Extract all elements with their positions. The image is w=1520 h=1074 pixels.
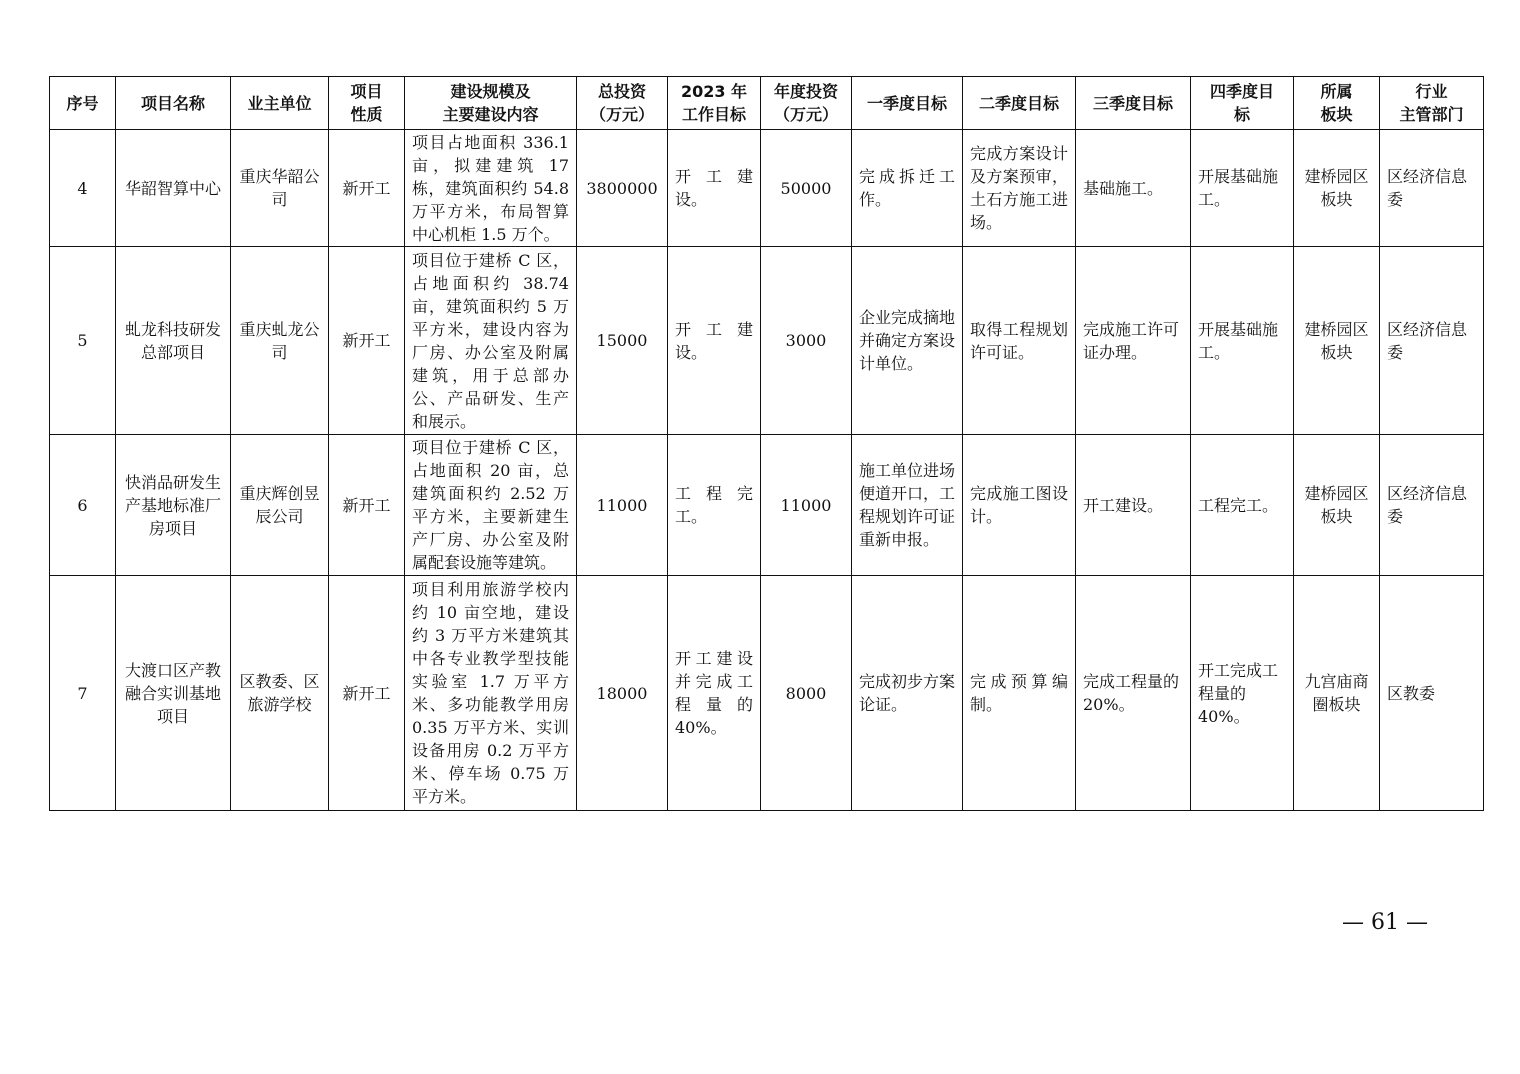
cell-goal2023: 开 工 建 设。 bbox=[668, 247, 761, 435]
cell-annual: 8000 bbox=[761, 576, 852, 811]
table-row bbox=[50, 247, 1484, 435]
header-line: 2023 年 bbox=[680, 82, 748, 101]
cell-total: 15000 bbox=[577, 247, 668, 435]
column-header-q4 bbox=[1191, 77, 1294, 130]
cell-annual: 3000 bbox=[761, 247, 852, 435]
column-header-seq bbox=[50, 77, 116, 130]
cell-nature: 新开工 bbox=[329, 247, 405, 435]
cell-dept: 区经济信息委 bbox=[1380, 435, 1484, 576]
cell-annual: 11000 bbox=[761, 435, 852, 576]
column-header-scale bbox=[405, 77, 577, 130]
column-header-annual bbox=[761, 77, 852, 130]
cell-nature: 新开工 bbox=[329, 130, 405, 247]
cell-seq: 4 bbox=[50, 130, 116, 247]
cell-owner: 重庆华韶公司 bbox=[231, 130, 329, 247]
cell-scale: 项目位于建桥 C 区，占地面积约 38.74 亩，建筑面积约 5 万平方米，建设内容为厂房、办公室及附属建筑，用于总部办公、产品研发、生产和展示。 bbox=[405, 247, 577, 435]
column-header-name bbox=[116, 77, 231, 130]
column-header-nature bbox=[329, 77, 405, 130]
cell-name: 华韶智算中心 bbox=[116, 130, 231, 247]
cell-q2: 完成预算编制。 bbox=[963, 576, 1076, 811]
cell-owner: 区教委、区旅游学校 bbox=[231, 576, 329, 811]
cell-annual: 50000 bbox=[761, 130, 852, 247]
cell-nature: 新开工 bbox=[329, 435, 405, 576]
page-number: — 61 — bbox=[1342, 910, 1428, 935]
cell-total: 18000 bbox=[577, 576, 668, 811]
column-header-goal2023 bbox=[668, 77, 761, 130]
cell-q1: 完成初步方案论证。 bbox=[852, 576, 963, 811]
cell-q2: 完成施工图设计。 bbox=[963, 435, 1076, 576]
project-table bbox=[49, 76, 1484, 811]
cell-sector: 建桥园区板块 bbox=[1294, 435, 1380, 576]
cell-owner: 重庆辉创昱辰公司 bbox=[231, 435, 329, 576]
header-line: 建设规模及 bbox=[450, 82, 531, 101]
header-line: 工作目标 bbox=[681, 105, 746, 124]
cell-sector: 建桥园区板块 bbox=[1294, 130, 1380, 247]
header-line: 主管部门 bbox=[1399, 105, 1464, 124]
cell-seq: 6 bbox=[50, 435, 116, 576]
column-header-dept bbox=[1380, 77, 1484, 130]
cell-sector: 九宫庙商圈板块 bbox=[1294, 576, 1380, 811]
cell-q3: 基础施工。 bbox=[1076, 130, 1191, 247]
cell-q4: 开工完成工程量的40%。 bbox=[1191, 576, 1294, 811]
cell-dept: 区经济信息委 bbox=[1380, 130, 1484, 247]
table-row bbox=[50, 130, 1484, 247]
cell-q1: 企业完成摘地并确定方案设计单位。 bbox=[852, 247, 963, 435]
header-row bbox=[50, 77, 1484, 130]
cell-scale: 项目占地面积 336.1 亩，拟建建筑 17 栋，建筑面积约 54.8 万平方米，布局智算中心机柜 1.5 万个。 bbox=[405, 130, 577, 247]
header-line: 所属 bbox=[1320, 82, 1353, 101]
header-line: 年度投资 bbox=[773, 82, 838, 101]
cell-name: 大渡口区产教融合实训基地项目 bbox=[116, 576, 231, 811]
column-header-q3 bbox=[1076, 77, 1191, 130]
cell-q3: 完成工程量的 20%。 bbox=[1076, 576, 1191, 811]
column-header-total bbox=[577, 77, 668, 130]
cell-name: 快消品研发生产基地标准厂房项目 bbox=[116, 435, 231, 576]
cell-seq: 5 bbox=[50, 247, 116, 435]
cell-scale: 项目位于建桥 C 区，占地面积 20 亩，总建筑面积约 2.52 万平方米，主要新建生产厂房、办公室及附属配套设施等建筑。 bbox=[405, 435, 577, 576]
header-line: 项目名称 bbox=[140, 93, 205, 113]
column-header-q2 bbox=[963, 77, 1076, 130]
table-header bbox=[50, 77, 1484, 130]
cell-q3: 完成施工许可证办理。 bbox=[1076, 247, 1191, 435]
header-line: 主要建设内容 bbox=[442, 105, 539, 124]
header-line: 标 bbox=[1233, 105, 1250, 124]
header-line: （万元） bbox=[773, 105, 838, 124]
header-line: （万元） bbox=[589, 105, 654, 124]
cell-q1: 施工单位进场便道开口，工程规划许可证重新申报。 bbox=[852, 435, 963, 576]
header-line: 四季度目 bbox=[1209, 82, 1274, 101]
header-line: 序号 bbox=[66, 93, 99, 113]
header-line: 一季度目标 bbox=[866, 93, 947, 113]
header-line: 业主单位 bbox=[247, 93, 312, 113]
cell-q3: 开工建设。 bbox=[1076, 435, 1191, 576]
cell-q1: 完成拆迁工作。 bbox=[852, 130, 963, 247]
cell-q4: 开展基础施工。 bbox=[1191, 130, 1294, 247]
cell-q4: 开展基础施工。 bbox=[1191, 247, 1294, 435]
cell-scale: 项目利用旅游学校内约 10 亩空地，建设约 3 万平方米建筑其中各专业教学型技能实验室 1.7 万平方米、多功能教学用房 0.35 万平方米、实训设备用房 0.2 万平方米、停车场 0.75 万平方米。 bbox=[405, 576, 577, 811]
cell-owner: 重庆虬龙公司 bbox=[231, 247, 329, 435]
cell-sector: 建桥园区板块 bbox=[1294, 247, 1380, 435]
column-header-q1 bbox=[852, 77, 963, 130]
table-body bbox=[50, 130, 1484, 811]
cell-q2: 取得工程规划许可证。 bbox=[963, 247, 1076, 435]
cell-seq: 7 bbox=[50, 576, 116, 811]
column-header-sector bbox=[1294, 77, 1380, 130]
header-line: 二季度目标 bbox=[978, 93, 1059, 113]
table-row bbox=[50, 435, 1484, 576]
cell-total: 11000 bbox=[577, 435, 668, 576]
cell-nature: 新开工 bbox=[329, 576, 405, 811]
cell-name: 虬龙科技研发总部项目 bbox=[116, 247, 231, 435]
header-line: 总投资 bbox=[597, 82, 646, 101]
cell-total: 3800000 bbox=[577, 130, 668, 247]
header-line: 板块 bbox=[1320, 105, 1353, 124]
cell-dept: 区经济信息委 bbox=[1380, 247, 1484, 435]
header-line: 性质 bbox=[350, 105, 383, 124]
cell-goal2023: 开 工 建 设。 bbox=[668, 130, 761, 247]
cell-q4: 工程完工。 bbox=[1191, 435, 1294, 576]
header-line: 行业 bbox=[1415, 82, 1448, 101]
cell-q2: 完成方案设计及方案预审，土石方施工进场。 bbox=[963, 130, 1076, 247]
cell-goal2023: 工 程 完 工。 bbox=[668, 435, 761, 576]
cell-goal2023: 开工建设并完成工程量的40%。 bbox=[668, 576, 761, 811]
cell-dept: 区教委 bbox=[1380, 576, 1484, 811]
column-header-owner bbox=[231, 77, 329, 130]
header-line: 三季度目标 bbox=[1092, 93, 1173, 113]
header-line: 项目 bbox=[350, 82, 383, 101]
table-row bbox=[50, 576, 1484, 811]
